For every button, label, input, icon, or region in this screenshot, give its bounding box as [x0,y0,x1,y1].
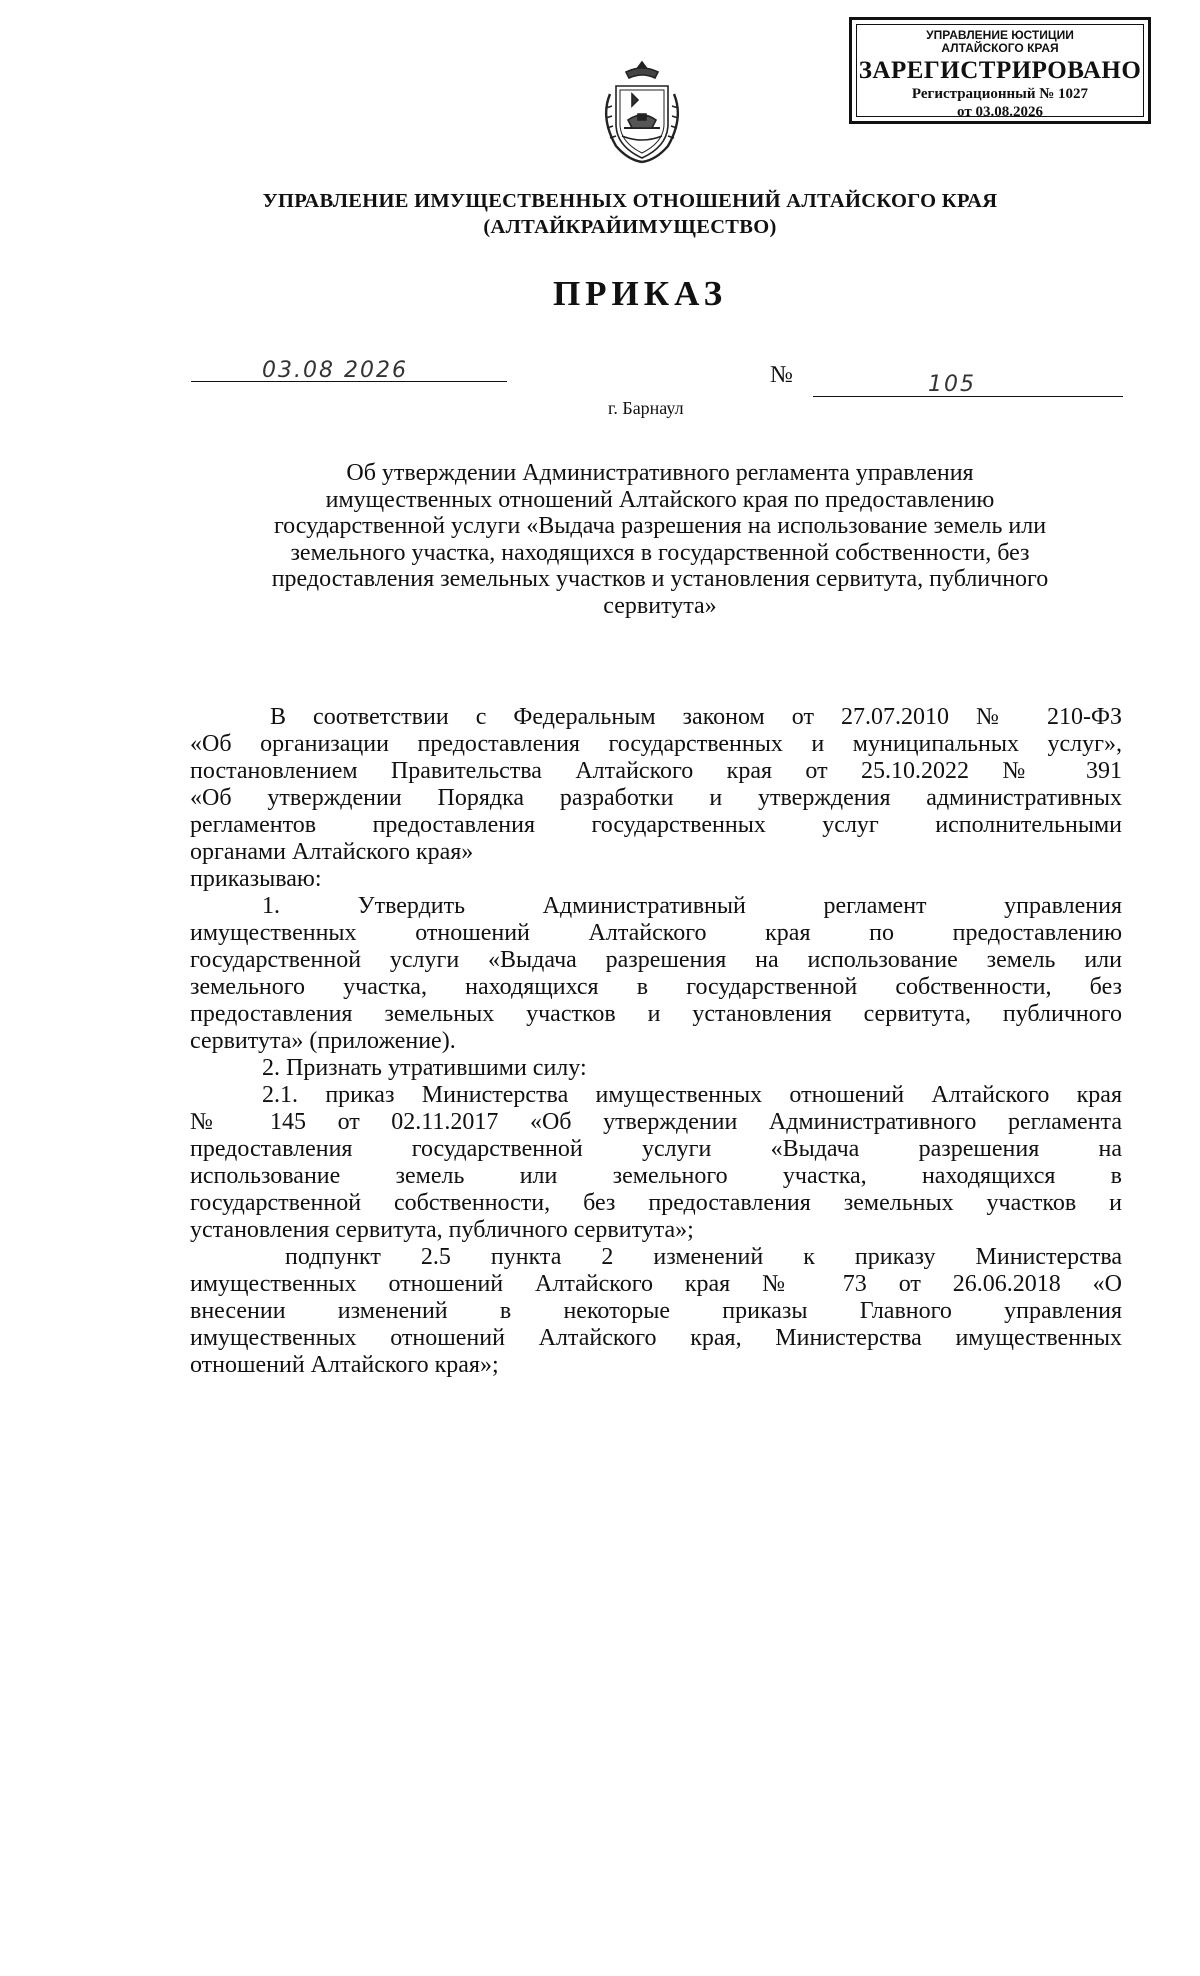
document-type-title: ПРИКАЗ [552,274,728,313]
body-line: предоставления земельных участков и установления сервитута, публичного [190,1001,1122,1027]
body-line: отношений Алтайского края»; [190,1352,499,1378]
body-line: использование земель или земельного участка, находящихся в [190,1163,1122,1189]
body-line: имущественных отношений Алтайского края, Министерства имущественных [190,1325,1122,1351]
city-label: г. Барнаул [608,398,684,418]
subject-line: Об утверждении Административного регламента управления [346,460,974,486]
stamp-org-line2: АЛТАЙСКОГО КРАЯ [941,41,1059,55]
body-line: установления сервитута, публичного сервитута»; [190,1217,694,1243]
stamp-inner-frame [856,24,1144,120]
handwritten-number: 105 [928,372,976,397]
body-line: № 145 от 02.11.2017 «Об утверждении Административного регламента [190,1109,1122,1135]
body-line: «Об организации предоставления государственных и муниципальных услуг», [190,731,1122,757]
body-line: земельного участка, находящихся в государственной собственности, без [190,974,1122,1000]
number-sign: № [770,362,793,388]
organization-short-name: (АЛТАЙКРАЙИМУЩЕСТВО) [483,216,777,238]
body-line: имущественных отношений Алтайского края по предоставлению [190,920,1122,946]
subject-line: имущественных отношений Алтайского края по предоставлению [325,486,995,513]
body-line: 2. Признать утратившими силу: [262,1055,587,1081]
body-line: регламентов предоставления государственных услуг исполнительными [190,812,1122,838]
body-line: подпункт 2.5 пункта 2 изменений к приказу Министерства [285,1244,1122,1270]
body-line: органами Алтайского края» [190,839,474,865]
body-line: предоставления государственной услуги «Выдача разрешения на [190,1136,1122,1162]
organization-name: УПРАВЛЕНИЕ ИМУЩЕСТВЕННЫХ ОТНОШЕНИЙ АЛТАЙСКОГО КРАЯ [262,190,998,212]
stamp-reg-number: Регистрационный № 1027 [911,86,1089,102]
stamp-org-line1: УПРАВЛЕНИЕ ЮСТИЦИИ [926,28,1074,42]
stamp-status: ЗАРЕГИСТРИРОВАНО [858,57,1142,84]
body-line: внесении изменений в некоторые приказы Главного управления [190,1298,1122,1324]
coat-of-arms-emblem [596,58,688,166]
body-line: сервитута» (приложение). [190,1028,456,1054]
subject-line: земельного участка, находящихся в государственной собственности, без [290,539,1030,566]
subject-line: предоставления земельных участков и установления сервитута, публичного [271,566,1049,592]
body-line: государственной собственности, без предоставления земельных участков и [190,1190,1122,1216]
body-line: приказываю: [190,866,322,892]
body-line: В соответствии с Федеральным законом от 27.07.2010 № 210-ФЗ [270,704,1122,730]
subject-line: сервитута» [603,592,717,619]
body-line: 1. Утвердить Административный регламент управления [262,893,1122,919]
handwritten-date: 03.08 2026 [262,358,408,383]
body-line: «Об утверждении Порядка разработки и утверждения административных [190,785,1122,811]
body-line: постановлением Правительства Алтайского края от 25.10.2022 № 391 [190,758,1122,784]
registration-stamp [849,17,1151,124]
body-line: 2.1. приказ Министерства имущественных отношений Алтайского края [262,1082,1122,1108]
body-line: государственной услуги «Выдача разрешения на использование земель или [190,947,1122,973]
document-subject [190,460,1130,619]
stamp-reg-date: от 03.08.2026 [957,104,1043,120]
subject-line: государственной услуги «Выдача разрешения на использование земель или [273,513,1047,539]
body-line: имущественных отношений Алтайского края № 73 от 26.06.2018 «О [190,1271,1122,1297]
